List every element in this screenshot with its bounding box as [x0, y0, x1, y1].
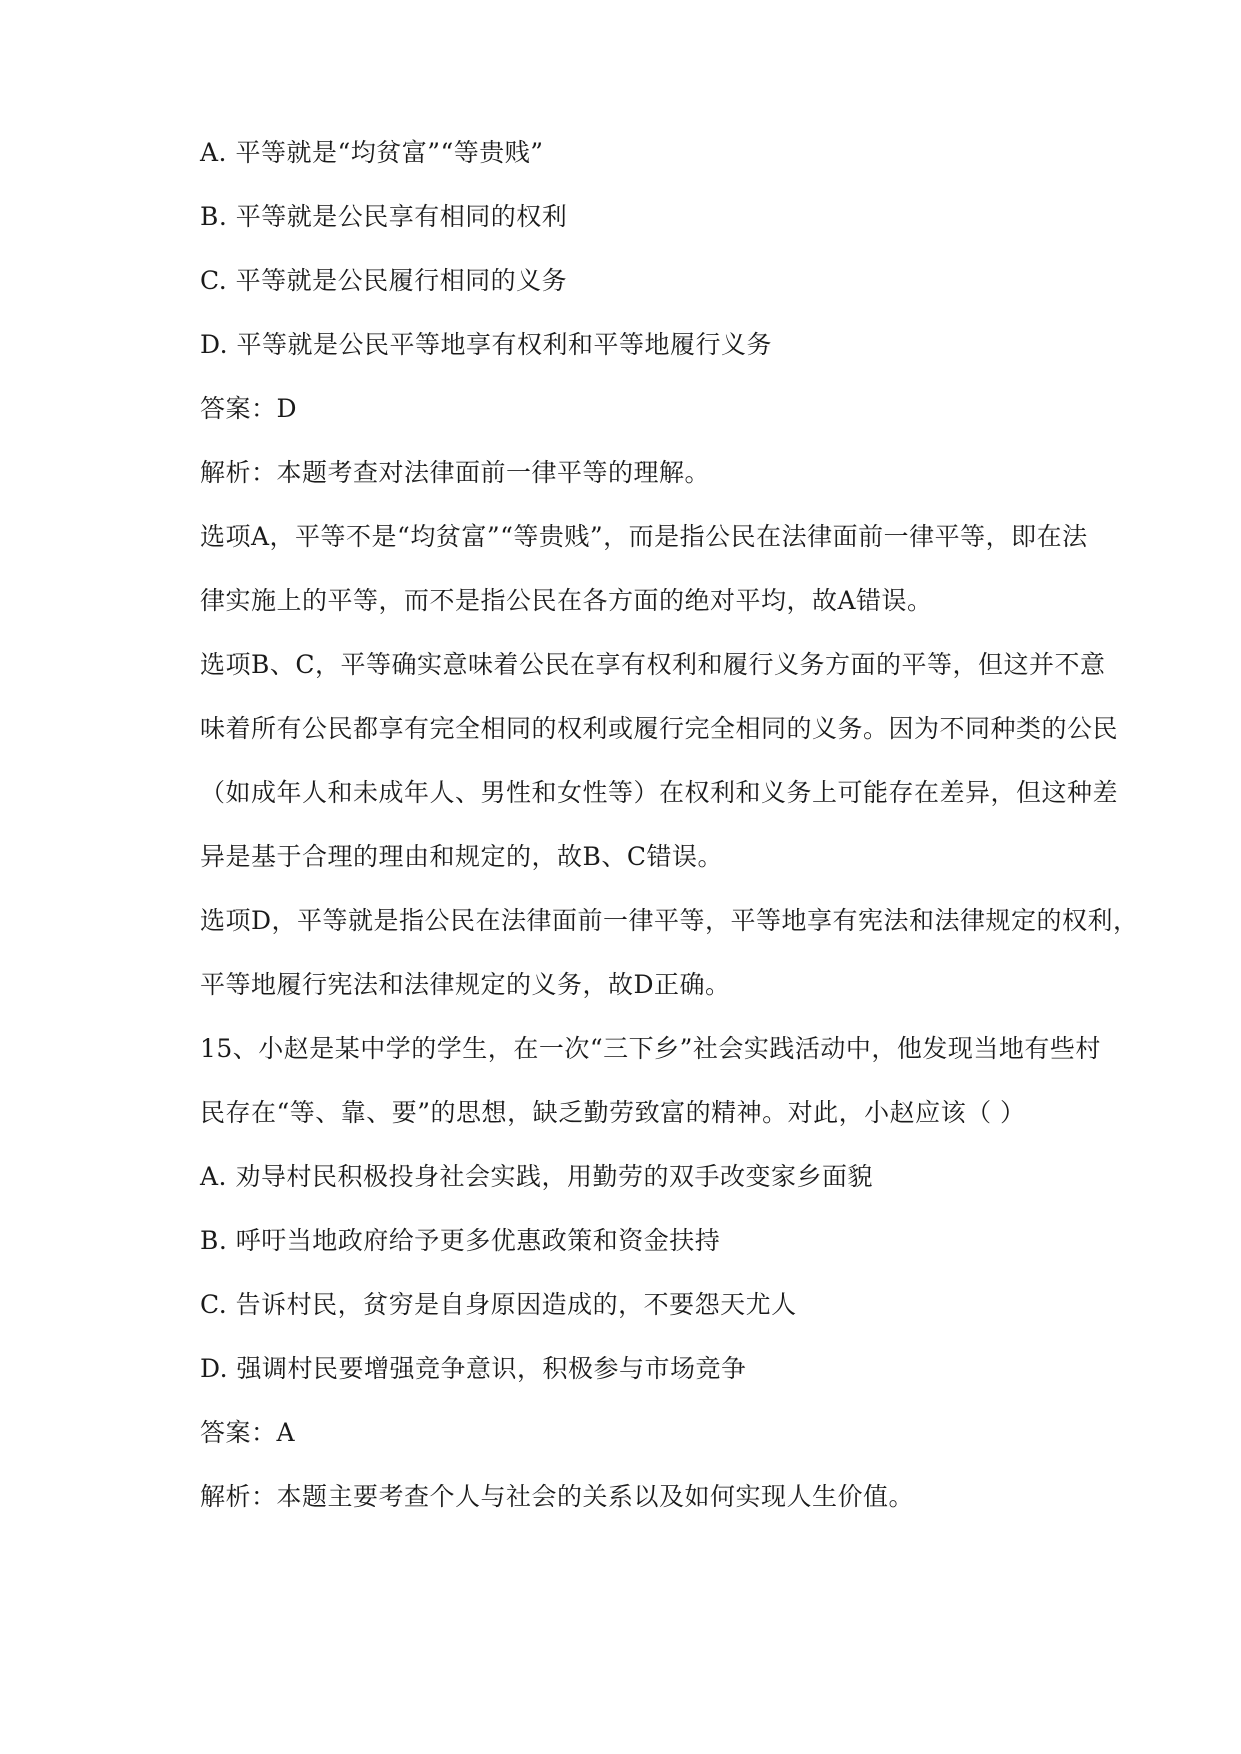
q14-analysis-d-line-1: 选项D，平等就是指公民在法律面前一律平等，平等地享有宪法和法律规定的权利， — [200, 906, 1139, 935]
q14-analysis-intro: 解析：本题考查对法律面前一律平等的理解。 — [200, 458, 711, 487]
q14-analysis-bc-line-4: 异是基于合理的理由和规定的，故B、C错误。 — [200, 842, 724, 871]
q14-answer: 答案：D — [200, 394, 298, 423]
q15-option-b: B. 呼吁当地政府给予更多优惠政策和资金扶持 — [200, 1226, 721, 1255]
q14-analysis-d-line-2: 平等地履行宪法和法律规定的义务，故D正确。 — [200, 970, 731, 999]
q14-analysis-bc-line-3: （如成年人和未成年人、男性和女性等）在权利和义务上可能存在差异，但这种差 — [200, 778, 1119, 807]
q15-stem-line-1: 15、小赵是某中学的学生，在一次“三下乡”社会实践活动中，他发现当地有些村 — [200, 1034, 1101, 1063]
q15-answer: 答案：A — [200, 1418, 296, 1447]
q14-option-b: B. 平等就是公民享有相同的权利 — [200, 202, 568, 231]
q14-option-c: C. 平等就是公民履行相同的义务 — [200, 266, 568, 295]
q14-analysis-a-line-1: 选项A，平等不是“均贫富”“等贵贱”，而是指公民在法律面前一律平等，即在法 — [200, 522, 1088, 551]
q15-option-a: A. 劝导村民积极投身社会实践，用勤劳的双手改变家乡面貌 — [200, 1162, 873, 1191]
q15-analysis-intro: 解析：本题主要考查个人与社会的关系以及如何实现人生价值。 — [200, 1482, 915, 1511]
q14-option-a: A. 平等就是“均贫富”“等贵贱” — [200, 138, 544, 167]
q14-analysis-a-line-2: 律实施上的平等，而不是指公民在各方面的绝对平均，故A错误。 — [200, 586, 933, 615]
q14-analysis-bc-line-1: 选项B、C，平等确实意味着公民在享有权利和履行义务方面的平等，但这并不意 — [200, 650, 1106, 679]
q15-option-c: C. 告诉村民，贫穷是自身原因造成的，不要怨天尤人 — [200, 1290, 797, 1319]
q14-analysis-bc-line-2: 味着所有公民都享有完全相同的权利或履行完全相同的义务。因为不同种类的公民 — [200, 714, 1119, 743]
q15-option-d: D. 强调村民要增强竞争意识，积极参与市场竞争 — [200, 1354, 747, 1383]
q14-option-d: D. 平等就是公民平等地享有权利和平等地履行义务 — [200, 330, 773, 359]
q15-stem-line-2: 民存在“等、靠、要”的思想，缺乏勤劳致富的精神。对此，小赵应该（ ） — [200, 1098, 1026, 1127]
